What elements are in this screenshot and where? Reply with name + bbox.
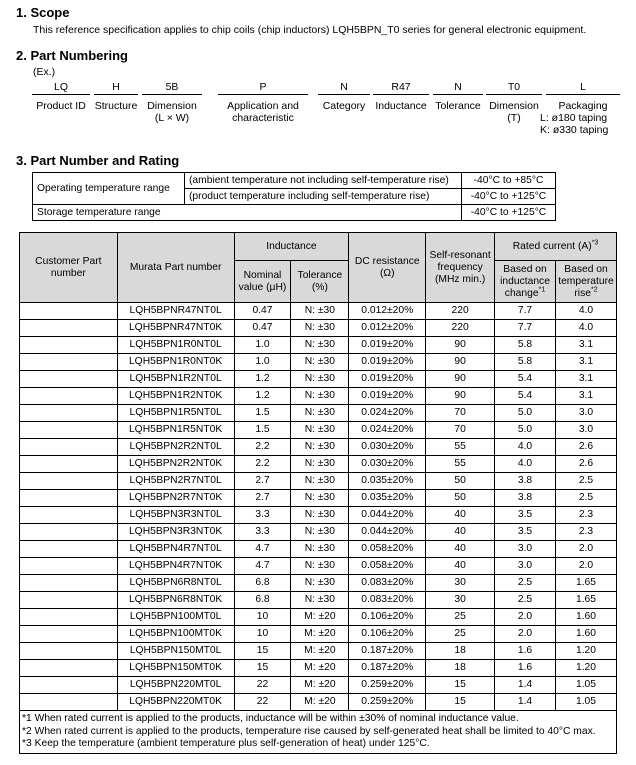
cell-rated-temp: 3.1 (555, 371, 616, 388)
cell-rated-ind: 3.8 (495, 473, 556, 490)
cell-rated-ind: 1.4 (495, 677, 556, 694)
cell-customer-part (20, 694, 118, 711)
cell-rated-ind: 2.0 (495, 609, 556, 626)
part-label-line: Structure (94, 100, 138, 112)
cell-srf: 220 (426, 303, 495, 320)
header-murata-part: Murata Part number (117, 233, 234, 303)
cell-dc-resistance: 0.024±20% (349, 405, 426, 422)
cell-rated-ind: 3.5 (495, 524, 556, 541)
cell-nominal: 15 (234, 660, 291, 677)
cell-rated-temp: 2.3 (555, 507, 616, 524)
cell-rated-ind: 1.4 (495, 694, 556, 711)
cell-murata-part: LQH5BPN1R5NT0L (117, 405, 234, 422)
cell-rated-ind: 3.5 (495, 507, 556, 524)
cell-rated-ind: 2.5 (495, 592, 556, 609)
cell-tolerance: N: ±30 (291, 422, 349, 439)
header-customer-part: Customer Part number (20, 233, 118, 303)
part-label-line: characteristic (232, 112, 294, 124)
cell-dc-resistance: 0.058±20% (349, 558, 426, 575)
cell-srf: 55 (426, 439, 495, 456)
part-label-8 (540, 100, 626, 136)
temperature-range-table (32, 172, 556, 221)
part-label-line: Category (322, 100, 366, 112)
cell-nominal: 1.5 (234, 405, 291, 422)
table-row (20, 303, 617, 320)
header-self-resonant: Self-resonant frequency (MHz min.) (426, 233, 495, 303)
part-label-line: (L × W) (154, 112, 190, 124)
header-nominal: Nominal value (μH) (234, 261, 291, 303)
cell-customer-part (20, 473, 118, 490)
cell-murata-part: LQH5BPN4R7NT0L (117, 541, 234, 558)
part-code-underline (546, 94, 620, 95)
cell-rated-temp: 3.0 (555, 405, 616, 422)
cell-nominal: 2.2 (234, 439, 291, 456)
cell-srf: 55 (426, 456, 495, 473)
cell-srf: 50 (426, 490, 495, 507)
cell-dc-resistance: 0.019±20% (349, 388, 426, 405)
cell-murata-part: LQH5BPN150MT0K (117, 660, 234, 677)
cell-nominal: 1.2 (234, 388, 291, 405)
cell-srf: 40 (426, 524, 495, 541)
table-row (20, 354, 617, 371)
table-row (20, 456, 617, 473)
header-tolerance: Tolerance (%) (291, 261, 349, 303)
cell-dc-resistance: 0.044±20% (349, 507, 426, 524)
table-row (20, 541, 617, 558)
cell-srf: 40 (426, 558, 495, 575)
cell-rated-ind: 3.8 (495, 490, 556, 507)
cell-nominal: 1.0 (234, 337, 291, 354)
cell-dc-resistance: 0.035±20% (349, 473, 426, 490)
cell-srf: 40 (426, 507, 495, 524)
header-based-inductance: Based on inductance change$^{*1}$ (495, 261, 556, 303)
cell-rated-ind: 4.0 (495, 439, 556, 456)
cell-customer-part (20, 439, 118, 456)
part-label-line: Dimension (147, 100, 197, 112)
cell-nominal: 22 (234, 677, 291, 694)
cell-customer-part (20, 524, 118, 541)
cell-murata-part: LQH5BPN2R2NT0K (117, 456, 234, 473)
operating-val-2: -40°C to +125°C (462, 189, 556, 205)
cell-srf: 15 (426, 694, 495, 711)
cell-customer-part (20, 643, 118, 660)
footnotes-row (20, 711, 617, 754)
part-code-underline (218, 94, 308, 95)
part-label-5 (367, 100, 435, 112)
table-row (20, 643, 617, 660)
part-code-underline (433, 94, 483, 95)
cell-customer-part (20, 320, 118, 337)
cell-rated-temp: 1.20 (555, 660, 616, 677)
cell-murata-part: LQH5BPN2R7NT0K (117, 490, 234, 507)
table-row (20, 388, 617, 405)
table-row (20, 524, 617, 541)
cell-customer-part (20, 558, 118, 575)
table-row (20, 575, 617, 592)
cell-customer-part (20, 609, 118, 626)
cell-murata-part: LQH5BPN150MT0L (117, 643, 234, 660)
cell-dc-resistance: 0.012±20% (349, 303, 426, 320)
cell-rated-ind: 3.0 (495, 558, 556, 575)
cell-murata-part: LQH5BPN1R2NT0L (117, 371, 234, 388)
cell-tolerance: N: ±30 (291, 371, 349, 388)
cell-srf: 90 (426, 371, 495, 388)
cell-murata-part: LQH5BPN1R0NT0K (117, 354, 234, 371)
part-code-7: T0 (507, 81, 521, 93)
rating-heading: 3. Part Number and Rating (16, 153, 180, 168)
part-code-underline (318, 94, 370, 95)
cell-srf: 70 (426, 405, 495, 422)
table-row (33, 173, 556, 189)
cell-tolerance: M: ±20 (291, 677, 349, 694)
cell-rated-temp: 2.5 (555, 490, 616, 507)
cell-srf: 30 (426, 592, 495, 609)
cell-dc-resistance: 0.106±20% (349, 609, 426, 626)
cell-customer-part (20, 660, 118, 677)
part-code-underline (94, 94, 138, 95)
cell-rated-temp: 2.6 (555, 439, 616, 456)
part-numbering-heading: 2. Part Numbering (16, 48, 128, 63)
cell-tolerance: N: ±30 (291, 490, 349, 507)
cell-murata-part: LQH5BPN100MT0L (117, 609, 234, 626)
table-row (20, 626, 617, 643)
cell-tolerance: N: ±30 (291, 575, 349, 592)
part-rating-table (19, 232, 617, 754)
footnote: *1 When rated current is applied to the products, inductance will be within ±30% of nominal inductance value. (22, 713, 519, 724)
header-inductance: Inductance (234, 233, 349, 261)
table-row (20, 694, 617, 711)
cell-customer-part (20, 490, 118, 507)
cell-nominal: 1.5 (234, 422, 291, 439)
cell-murata-part: LQH5BPN1R2NT0K (117, 388, 234, 405)
cell-tolerance: N: ±30 (291, 439, 349, 456)
cell-srf: 40 (426, 541, 495, 558)
cell-customer-part (20, 592, 118, 609)
table-row (33, 205, 556, 221)
cell-murata-part: LQH5BPNR47NT0L (117, 303, 234, 320)
cell-nominal: 2.7 (234, 490, 291, 507)
cell-tolerance: M: ±20 (291, 643, 349, 660)
cell-rated-temp: 1.60 (555, 609, 616, 626)
cell-dc-resistance: 0.058±20% (349, 541, 426, 558)
cell-rated-temp: 2.0 (555, 541, 616, 558)
table-row (20, 507, 617, 524)
cell-dc-resistance: 0.019±20% (349, 371, 426, 388)
cell-customer-part (20, 626, 118, 643)
cell-nominal: 2.2 (234, 456, 291, 473)
cell-rated-ind: 2.5 (495, 575, 556, 592)
header-based-temperature: Based on temperature rise$^{*2}$ (555, 261, 616, 303)
cell-rated-ind: 5.0 (495, 422, 556, 439)
cell-dc-resistance: 0.083±20% (349, 575, 426, 592)
part-label-line: Dimension (489, 100, 539, 112)
table-row (20, 405, 617, 422)
cell-rated-temp: 1.60 (555, 626, 616, 643)
cell-srf: 25 (426, 609, 495, 626)
cell-rated-temp: 2.3 (555, 524, 616, 541)
header-rated-current: Rated current $(A)^{*3}$ (495, 233, 617, 261)
footnote: *3 Keep the temperature (ambient temperature plus self-generation of heat) under 125°C. (22, 738, 430, 749)
cell-srf: 70 (426, 422, 495, 439)
cell-rated-temp: 4.0 (555, 303, 616, 320)
cell-murata-part: LQH5BPN1R5NT0K (117, 422, 234, 439)
part-label-line: Product ID (36, 100, 86, 112)
cell-srf: 30 (426, 575, 495, 592)
part-label-3 (212, 100, 314, 124)
part-code-0: LQ (53, 81, 68, 93)
cell-rated-ind: 4.0 (495, 456, 556, 473)
table-row (20, 558, 617, 575)
cell-srf: 18 (426, 660, 495, 677)
cell-rated-temp: 1.05 (555, 677, 616, 694)
cell-murata-part: LQH5BPN220MT0K (117, 694, 234, 711)
part-code-underline (32, 94, 90, 95)
cell-tolerance: N: ±30 (291, 558, 349, 575)
storage-temp-label: Storage temperature range (33, 205, 462, 221)
part-code-1: H (112, 81, 120, 93)
cell-tolerance: N: ±30 (291, 405, 349, 422)
cell-tolerance: N: ±30 (291, 388, 349, 405)
cell-dc-resistance: 0.019±20% (349, 337, 426, 354)
cell-dc-resistance: 0.019±20% (349, 354, 426, 371)
part-code-underline (142, 94, 202, 95)
cell-srf: 18 (426, 643, 495, 660)
part-label-line: Inductance (375, 100, 427, 112)
part-code-underline (486, 94, 542, 95)
table-row (20, 592, 617, 609)
cell-rated-ind: 7.7 (495, 303, 556, 320)
cell-nominal: 4.7 (234, 541, 291, 558)
part-code-6: N (454, 81, 462, 93)
cell-customer-part (20, 677, 118, 694)
table-row (20, 320, 617, 337)
table-row (20, 473, 617, 490)
part-label-line: Application and (227, 100, 299, 112)
cell-murata-part: LQH5BPN2R2NT0L (117, 439, 234, 456)
cell-rated-ind: 5.0 (495, 405, 556, 422)
cell-customer-part (20, 575, 118, 592)
cell-rated-temp: 2.6 (555, 456, 616, 473)
cell-srf: 90 (426, 388, 495, 405)
part-code-8: L (580, 81, 586, 93)
cell-nominal: 0.47 (234, 320, 291, 337)
table-row (20, 337, 617, 354)
part-code-2: 5B (165, 81, 179, 93)
cell-murata-part: LQH5BPNR47NT0K (117, 320, 234, 337)
table-row (20, 490, 617, 507)
cell-murata-part: LQH5BPN6R8NT0K (117, 592, 234, 609)
cell-nominal: 1.0 (234, 354, 291, 371)
cell-nominal: 6.8 (234, 575, 291, 592)
cell-nominal: 15 (234, 643, 291, 660)
cell-murata-part: LQH5BPN3R3NT0K (117, 524, 234, 541)
scope-heading: 1. Scope (16, 5, 70, 20)
table-row (20, 660, 617, 677)
cell-dc-resistance: 0.035±20% (349, 490, 426, 507)
cell-tolerance: M: ±20 (291, 694, 349, 711)
part-label-line: L: ø180 taping (540, 112, 608, 124)
cell-murata-part: LQH5BPN100MT0K (117, 626, 234, 643)
cell-rated-temp: 2.5 (555, 473, 616, 490)
cell-nominal: 1.2 (234, 371, 291, 388)
scope-text: This reference specification applies to chip coils (chip inductors) LQH5BPN_T0 series for general electronic equipment. (33, 24, 587, 36)
cell-tolerance: N: ±30 (291, 592, 349, 609)
cell-dc-resistance: 0.024±20% (349, 422, 426, 439)
part-label-line: Tolerance (435, 100, 481, 112)
operating-cond-2: (product temperature including self-temperature rise) (185, 189, 462, 205)
cell-customer-part (20, 507, 118, 524)
table-row (20, 677, 617, 694)
cell-dc-resistance: 0.106±20% (349, 626, 426, 643)
cell-nominal: 3.3 (234, 524, 291, 541)
cell-dc-resistance: 0.187±20% (349, 643, 426, 660)
cell-rated-temp: 3.1 (555, 337, 616, 354)
cell-customer-part (20, 456, 118, 473)
cell-dc-resistance: 0.259±20% (349, 694, 426, 711)
part-label-7 (480, 100, 548, 124)
operating-val-1: -40°C to +85°C (462, 173, 556, 189)
cell-srf: 15 (426, 677, 495, 694)
footnote: *2 When rated current is applied to the products, temperature rise caused by self-generated heat shall be limited to 40°C max. (22, 725, 596, 737)
part-label-2 (136, 100, 208, 124)
table-row (20, 609, 617, 626)
cell-rated-temp: 3.1 (555, 388, 616, 405)
cell-dc-resistance: 0.012±20% (349, 320, 426, 337)
cell-nominal: 10 (234, 626, 291, 643)
cell-nominal: 3.3 (234, 507, 291, 524)
cell-dc-resistance: 0.259±20% (349, 677, 426, 694)
cell-rated-ind: 5.4 (495, 371, 556, 388)
table-row (20, 371, 617, 388)
cell-tolerance: N: ±30 (291, 354, 349, 371)
storage-val: -40°C to +125°C (462, 205, 556, 221)
cell-rated-ind: 3.0 (495, 541, 556, 558)
cell-tolerance: N: ±30 (291, 320, 349, 337)
cell-murata-part: LQH5BPN4R7NT0K (117, 558, 234, 575)
cell-rated-temp: 1.65 (555, 592, 616, 609)
cell-tolerance: N: ±30 (291, 507, 349, 524)
footnotes (20, 711, 617, 754)
part-label-0 (26, 100, 96, 112)
cell-nominal: 0.47 (234, 303, 291, 320)
cell-dc-resistance: 0.083±20% (349, 592, 426, 609)
cell-customer-part (20, 405, 118, 422)
cell-rated-temp: 2.0 (555, 558, 616, 575)
table-row (20, 422, 617, 439)
cell-rated-temp: 3.0 (555, 422, 616, 439)
cell-murata-part: LQH5BPN2R7NT0L (117, 473, 234, 490)
cell-rated-ind: 1.6 (495, 660, 556, 677)
part-code-underline (373, 94, 429, 95)
cell-nominal: 2.7 (234, 473, 291, 490)
cell-murata-part: LQH5BPN6R8NT0L (117, 575, 234, 592)
cell-nominal: 10 (234, 609, 291, 626)
cell-nominal: 6.8 (234, 592, 291, 609)
cell-rated-ind: 7.7 (495, 320, 556, 337)
cell-tolerance: M: ±20 (291, 626, 349, 643)
cell-nominal: 22 (234, 694, 291, 711)
cell-customer-part (20, 337, 118, 354)
part-label-line: K: ø330 taping (540, 124, 609, 136)
cell-rated-ind: 5.8 (495, 354, 556, 371)
example-label: (Ex.) (33, 66, 56, 78)
cell-srf: 90 (426, 354, 495, 371)
part-code-5: R47 (391, 81, 411, 93)
part-label-line: Packaging (558, 100, 608, 112)
cell-srf: 50 (426, 473, 495, 490)
cell-dc-resistance: 0.187±20% (349, 660, 426, 677)
part-label-line: (T) (507, 112, 521, 124)
cell-srf: 220 (426, 320, 495, 337)
cell-customer-part (20, 541, 118, 558)
cell-tolerance: M: ±20 (291, 609, 349, 626)
cell-tolerance: N: ±30 (291, 473, 349, 490)
header-dc-resistance: DC resistance (Ω) (349, 233, 426, 303)
cell-customer-part (20, 354, 118, 371)
cell-dc-resistance: 0.044±20% (349, 524, 426, 541)
cell-nominal: 4.7 (234, 558, 291, 575)
cell-murata-part: LQH5BPN3R3NT0L (117, 507, 234, 524)
cell-tolerance: N: ±30 (291, 337, 349, 354)
part-code-4: N (340, 81, 348, 93)
cell-rated-temp: 1.65 (555, 575, 616, 592)
cell-customer-part (20, 371, 118, 388)
operating-cond-1: (ambient temperature not including self-temperature rise) (185, 173, 462, 189)
cell-dc-resistance: 0.030±20% (349, 439, 426, 456)
cell-tolerance: M: ±20 (291, 660, 349, 677)
cell-rated-temp: 4.0 (555, 320, 616, 337)
cell-rated-ind: 2.0 (495, 626, 556, 643)
cell-tolerance: N: ±30 (291, 456, 349, 473)
cell-customer-part (20, 303, 118, 320)
cell-murata-part: LQH5BPN220MT0L (117, 677, 234, 694)
cell-customer-part (20, 422, 118, 439)
cell-srf: 90 (426, 337, 495, 354)
cell-murata-part: LQH5BPN1R0NT0L (117, 337, 234, 354)
cell-tolerance: N: ±30 (291, 541, 349, 558)
table-row (20, 439, 617, 456)
cell-srf: 25 (426, 626, 495, 643)
cell-rated-temp: 1.20 (555, 643, 616, 660)
cell-rated-temp: 1.05 (555, 694, 616, 711)
cell-tolerance: N: ±30 (291, 524, 349, 541)
cell-tolerance: N: ±30 (291, 303, 349, 320)
cell-dc-resistance: 0.030±20% (349, 456, 426, 473)
cell-rated-ind: 5.4 (495, 388, 556, 405)
cell-rated-temp: 3.1 (555, 354, 616, 371)
operating-temp-label: Operating temperature range (33, 173, 185, 205)
part-code-3: P (259, 81, 267, 93)
cell-rated-ind: 1.6 (495, 643, 556, 660)
cell-rated-ind: 5.8 (495, 337, 556, 354)
cell-customer-part (20, 388, 118, 405)
